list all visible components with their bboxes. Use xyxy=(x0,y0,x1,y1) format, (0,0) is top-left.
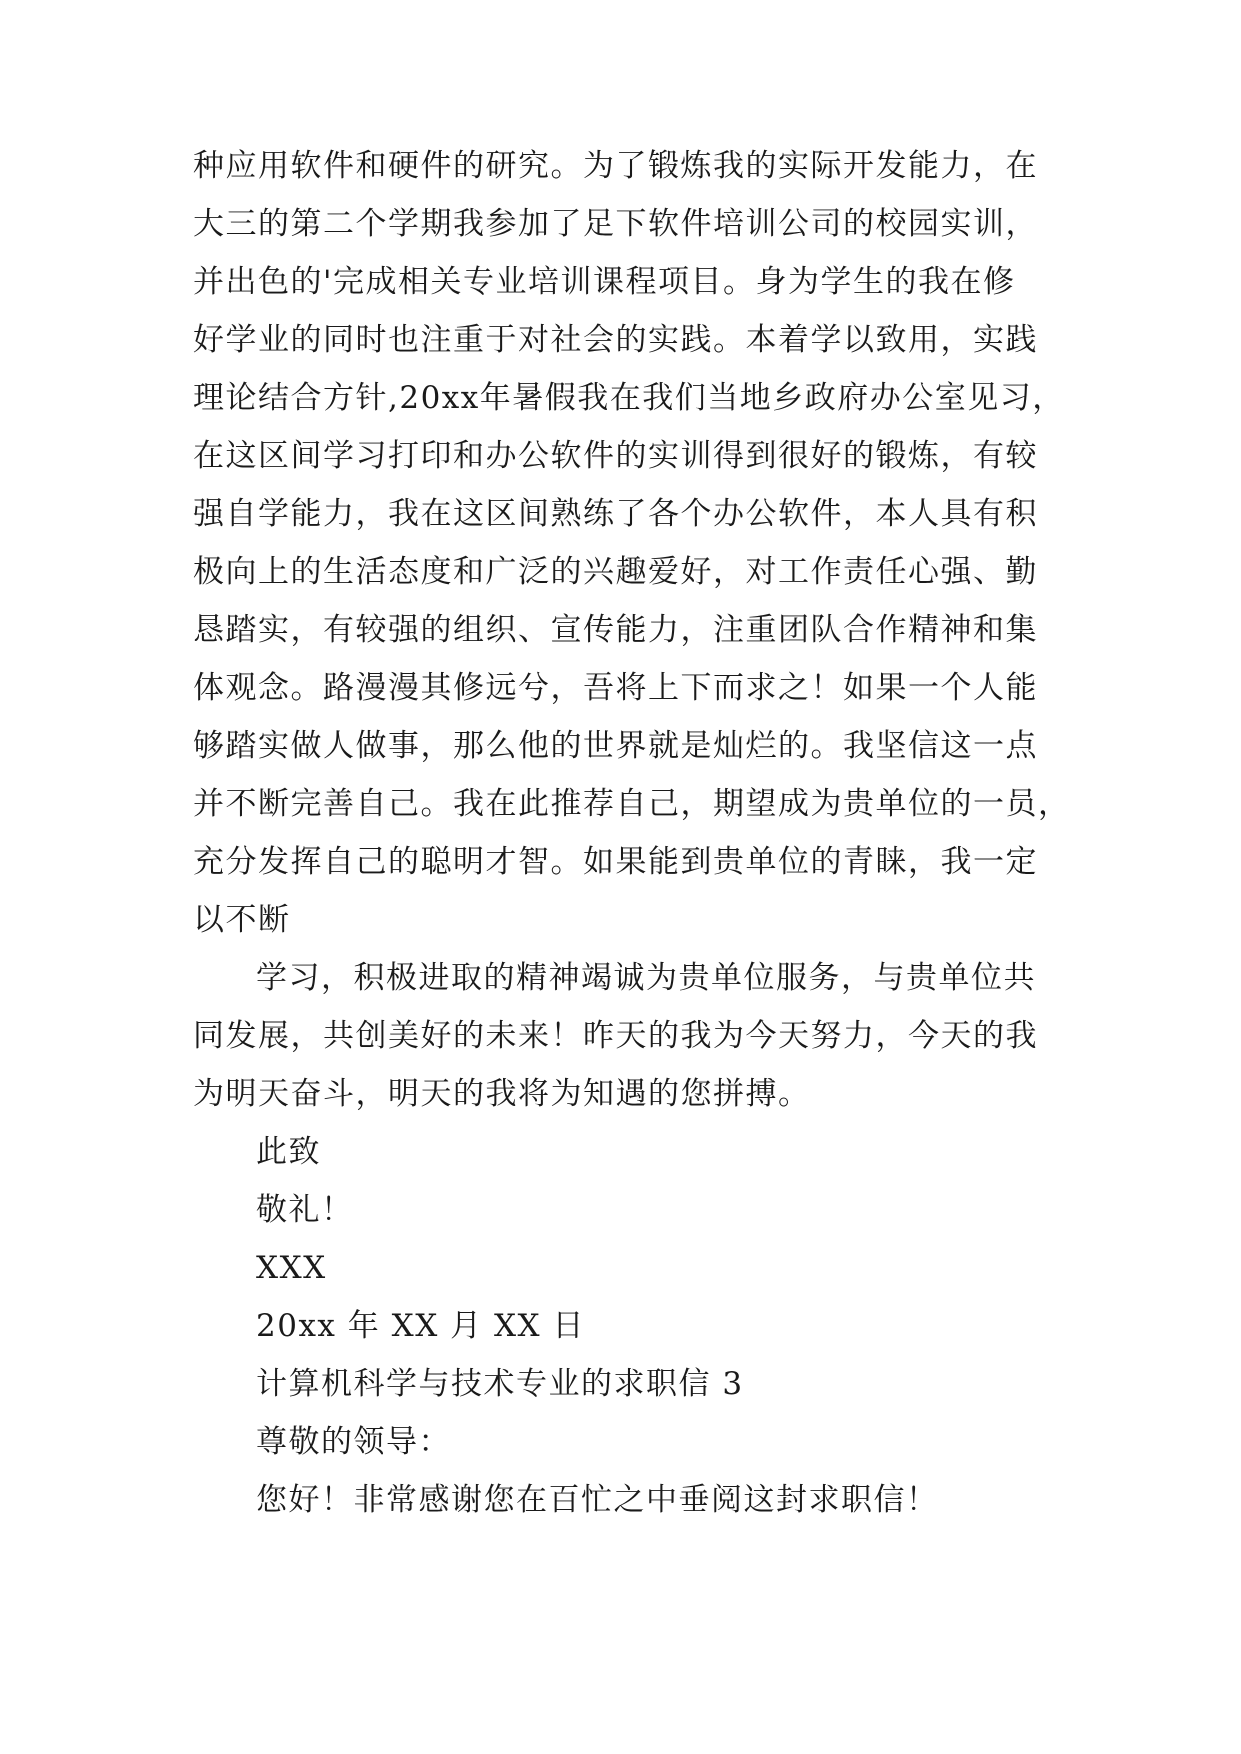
body-line: 极向上的生活态度和广泛的兴趣爱好，对工作责任心强、勤 xyxy=(193,554,1038,590)
section-heading: 计算机科学与技术专业的求职信 3 xyxy=(256,1366,744,1402)
body-line: 够踏实做人做事，那么他的世界就是灿烂的。我坚信这一点 xyxy=(193,728,1038,764)
opening-line: 您好！非常感谢您在百忙之中垂阅这封求职信！ xyxy=(256,1482,939,1518)
body-line: 好学业的同时也注重于对社会的实践。本着学以致用，实践 xyxy=(193,322,1038,358)
body-line: 恳踏实，有较强的组织、宣传能力，注重团队合作精神和集 xyxy=(193,612,1038,648)
body-line: 并出色的'完成相关专业培训课程项目。身为学生的我在修 xyxy=(193,264,1016,300)
body-line: 并不断完善自己。我在此推荐自己，期望成为贵单位的一员， xyxy=(193,786,1071,822)
body-line: 充分发挥自己的聪明才智。如果能到贵单位的青睐，我一定 xyxy=(193,844,1038,880)
body-line: 体观念。路漫漫其修远兮，吾将上下而求之！如果一个人能 xyxy=(193,670,1038,706)
body-line: 理论结合方针,20xx年暑假我在我们当地乡政府办公室见习， xyxy=(193,380,1065,416)
body-line: 为明天奋斗，明天的我将为知遇的您拼搏。 xyxy=(193,1076,811,1112)
body-line: 大三的第二个学期我参加了足下软件培训公司的校园实训， xyxy=(193,206,1038,242)
signature-date: 20xx 年 XX 月 XX 日 xyxy=(256,1308,585,1344)
body-line: 在这区间学习打印和办公软件的实训得到很好的锻炼，有较 xyxy=(193,438,1038,474)
closing-salutation: 此致 xyxy=(256,1134,321,1170)
body-line: 种应用软件和硬件的研究。为了锻炼我的实际开发能力，在 xyxy=(193,148,1038,184)
signature-name: XXX xyxy=(256,1250,327,1286)
greeting-line: 尊敬的领导： xyxy=(256,1424,451,1460)
body-line: 以不断 xyxy=(193,902,291,938)
closing-regards: 敬礼！ xyxy=(256,1192,354,1228)
paragraph-start-line: 学习，积极进取的精神竭诚为贵单位服务，与贵单位共 xyxy=(256,960,1036,996)
body-line: 强自学能力，我在这区间熟练了各个办公软件，本人具有积 xyxy=(193,496,1038,532)
body-line: 同发展，共创美好的未来！昨天的我为今天努力，今天的我 xyxy=(193,1018,1038,1054)
